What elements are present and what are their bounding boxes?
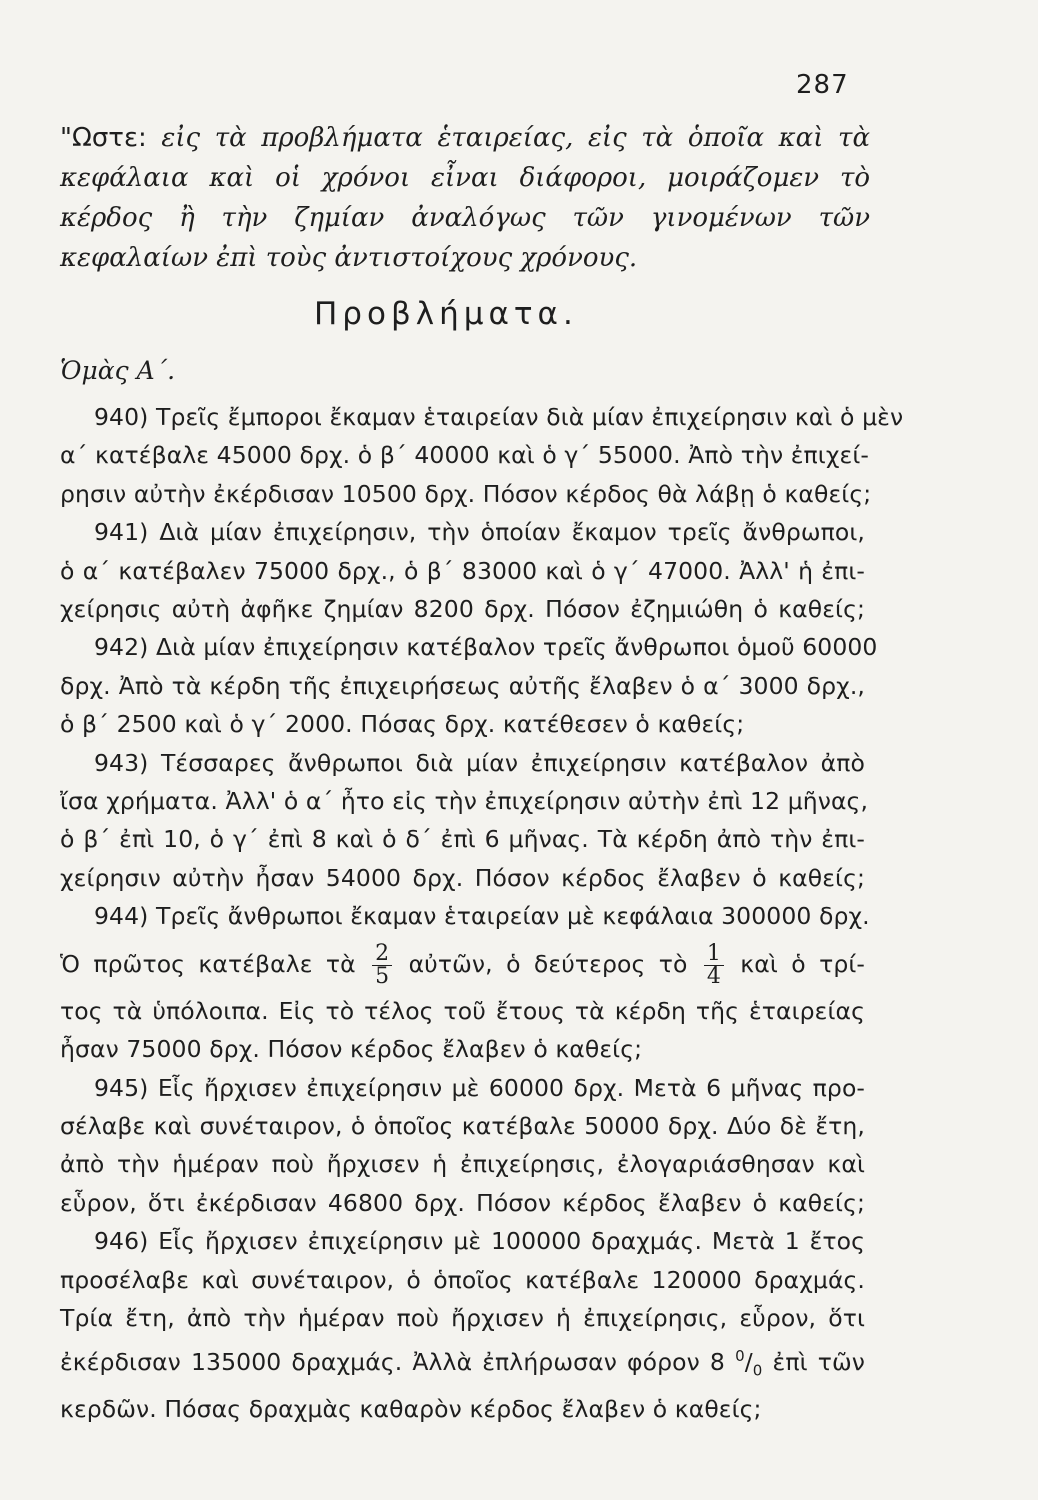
problem-943-line: ἴσα χρήματα. Ἀλλ' ὁ α΄ ἦτο εἰς τὴν ἐπιχείρησιν αὐτὴν ἐπὶ 12 μῆνας, [60,787,869,816]
problem-942-line: ὁ β΄ 2500 καὶ ὁ γ΄ 2000. Πόσας δρχ. κατέθεσεν ὁ καθείς; [60,710,745,739]
problem-940-line: α΄ κατέβαλε 45000 δρχ. ὁ β΄ 40000 καὶ ὁ γ΄ 55000. Ἀπὸ τὴν ἐπιχεί- [60,441,869,470]
fraction-line-text: αὐτῶν, ὁ δεύτερος τὸ [408,949,688,978]
intro-paragraph [60,118,870,278]
percent-sub: 0 [752,1361,763,1380]
problem-946-line: 946) Εἷς ἤρχισεν ἐπιχείρησιν μὲ 100000 δραχμάς. Μετὰ 1 ἔτος [94,1227,865,1256]
problem-945-line: ἀπὸ τὴν ἡμέραν ποὺ ἤρχισεν ἡ ἐπιχείρησις, ἐλογαριάσθησαν καὶ [60,1150,865,1179]
fraction-line-text: Ὁ πρῶτος κατέβαλε τὰ [60,949,356,978]
problem-946-percent-line [60,1337,865,1390]
problem-942-line: 942) Διὰ μίαν ἐπιχείρησιν κατέβαλον τρεῖς ἄνθρωποι ὁμοῦ 60000 [94,633,878,662]
fraction-denominator: 5 [375,963,390,989]
problem-940-line: ρησιν αὐτὴν ἐκέρδισαν 10500 δρχ. Πόσον κέρδος θὰ λάβῃ ὁ καθείς; [60,479,872,508]
problem-list [60,398,904,1429]
problem-943-line: 943) Τέσσαρες ἄνθρωποι διὰ μίαν ἐπιχείρησιν κατέβαλον ἀπὸ [94,748,865,777]
group-title: Ὁμὰς Α΄. [60,356,176,385]
fraction-one-quarter [704,940,724,989]
problem-946-line: Τρία ἔτη, ἀπὸ τὴν ἡμέραν ποὺ ἤρχισεν ἡ ἐπιχείρησις, εὗρον, ὅτι [60,1303,865,1332]
problem-941-line: 941) Διὰ μίαν ἐπιχείρησιν, τὴν ὁποίαν ἔκαμον τρεῖς ἄνθρωποι, [94,518,865,547]
problem-944-fraction-line [60,936,865,992]
percent-line-text: ἐκέρδισαν 135000 δραχμάς. Ἀλλὰ ἐπλήρωσαν φόρον 8 [60,1348,725,1377]
problem-940-line: 940) Τρεῖς ἔμποροι ἔκαμαν ἑταιρείαν διὰ μίαν ἐπιχείρησιν καὶ ὁ μὲν [94,403,904,431]
fraction-numerator: 1 [704,943,724,966]
problem-941-line: χείρησις αὐτὴ ἀφῆκε ζημίαν 8200 δρχ. Πόσον ἐζημιώθη ὁ καθείς; [60,595,865,624]
problem-946-line: κερδῶν. Πόσας δραχμὰς καθαρὸν κέρδος ἔλαβεν ὁ καθείς; [60,1395,762,1424]
problem-942-line: δρχ. Ἀπὸ τὰ κέρδη τῆς ἐπιχειρήσεως αὐτῆς ἔλαβεν ὁ α΄ 3000 δρχ., [60,671,865,700]
problem-945-line: σέλαβε καὶ συνέταιρον, ὁ ὁποῖος κατέβαλε 50000 δρχ. Δύο δὲ ἔτη, [60,1111,865,1140]
percent-line-text: ἐπὶ τῶν [772,1348,865,1377]
intro-lead: "Ωστε: [60,123,147,153]
problem-944-line: τος τὰ ὑπόλοιπα. Εἰς τὸ τέλος τοῦ ἔτους τὰ κέρδη τῆς ἑταιρείας [60,996,865,1025]
problem-944-line: 944) Τρεῖς ἄνθρωποι ἔκαμαν ἑταιρείαν μὲ κεφάλαια 300000 δρχ. [94,902,870,931]
intro-text: εἰς τὰ προβλήματα ἑταιρείας, εἰς τὰ ὁποῖα καὶ τὰ κεφάλαια καὶ οἱ χρόνοι εἶναι διάφοροι, μοιράζομεν τὸ κέρδος ἢ τὴν ζημίαν ἀναλόγως τῶν γινομένων τῶν κεφαλαίων ἐπὶ τοὺς ἀντιστοίχους χρόνους. [60,123,870,273]
fraction-line-text: καὶ ὁ τρί- [740,949,865,978]
fraction-denominator: 4 [706,963,721,989]
page-number: 287 [796,70,849,100]
problem-945-line: 945) Εἷς ἤρχισεν ἐπιχείρησιν μὲ 60000 δρχ. Μετὰ 6 μῆνας προ- [94,1073,865,1102]
fraction-two-fifths [372,940,392,989]
percent-slash: / [744,1348,753,1377]
percent-sup: 0 [735,1347,745,1366]
percent-sign [735,1347,763,1380]
problem-946-line: προσέλαβε καὶ συνέταιρον, ὁ ὁποῖος κατέβαλε 120000 δραχμάς. [60,1265,865,1294]
problem-944-line: ἦσαν 75000 δρχ. Πόσον κέρδος ἔλαβεν ὁ καθείς; [60,1035,643,1064]
problem-943-line: ὁ β΄ ἐπὶ 10, ὁ γ΄ ἐπὶ 8 καὶ ὁ δ΄ ἐπὶ 6 μῆνας. Τὰ κέρδη ἀπὸ τὴν ἐπι- [60,825,865,854]
fraction-numerator: 2 [372,943,392,966]
problem-945-line: εὗρον, ὅτι ἐκέρδισαν 46800 δρχ. Πόσον κέρδος ἔλαβεν ὁ καθείς; [60,1188,865,1217]
problem-943-line: χείρησιν αὐτὴν ἦσαν 54000 δρχ. Πόσον κέρδος ἔλαβεν ὁ καθείς; [60,863,865,892]
section-title: Προβλήματα. [314,296,578,332]
problem-941-line: ὁ α΄ κατέβαλεν 75000 δρχ., ὁ β΄ 83000 καὶ ὁ γ΄ 47000. Ἀλλ' ἡ ἐπι- [60,556,865,585]
